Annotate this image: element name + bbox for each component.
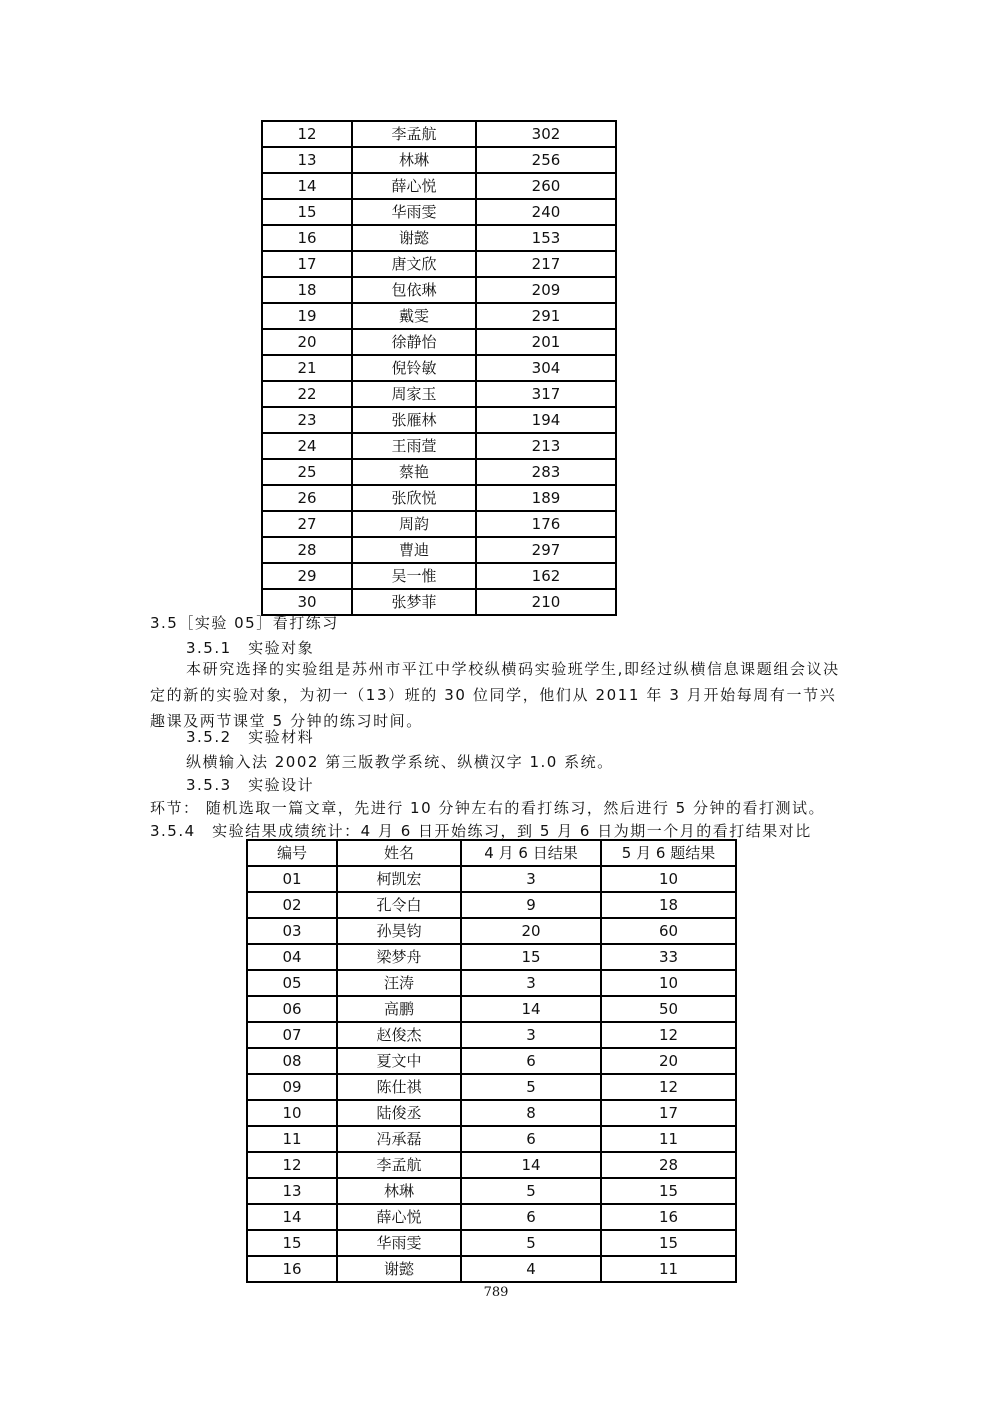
cell-name: 周韵 [352,511,476,537]
cell-id: 04 [247,944,337,970]
cell-name: 华雨雯 [352,199,476,225]
cell-score: 240 [476,199,616,225]
cell-score: 153 [476,225,616,251]
cell-name: 陆俊丞 [337,1100,461,1126]
cell-id: 09 [247,1074,337,1100]
cell-name: 张欣悦 [352,485,476,511]
cell-score: 260 [476,173,616,199]
cell-name: 华雨雯 [337,1230,461,1256]
cell-may6-result: 16 [601,1204,736,1230]
table-header-row [247,840,736,866]
cell-apr6-result: 6 [461,1048,601,1074]
cell-id: 19 [262,303,352,329]
cell-score: 210 [476,589,616,615]
cell-may6-result: 33 [601,944,736,970]
cell-score: 201 [476,329,616,355]
cell-id: 30 [262,589,352,615]
cell-id: 28 [262,537,352,563]
cell-id: 20 [262,329,352,355]
cell-may6-result: 12 [601,1022,736,1048]
cell-may6-result: 18 [601,892,736,918]
cell-id: 26 [262,485,352,511]
cell-name: 李孟航 [352,121,476,147]
cell-name: 柯凯宏 [337,866,461,892]
cell-id: 14 [247,1204,337,1230]
cell-name: 谢懿 [352,225,476,251]
table-row [247,1074,736,1100]
cell-score: 189 [476,485,616,511]
cell-apr6-result: 3 [461,970,601,996]
cell-score: 302 [476,121,616,147]
table-row [262,199,616,225]
table-row [262,121,616,147]
table-row [247,1126,736,1152]
table-row [247,1048,736,1074]
table-row [262,381,616,407]
table-row [247,892,736,918]
cell-apr6-result: 5 [461,1074,601,1100]
cell-id: 24 [262,433,352,459]
cell-apr6-result: 14 [461,1152,601,1178]
table-row [247,918,736,944]
cell-id: 15 [247,1230,337,1256]
cell-apr6-result: 20 [461,918,601,944]
cell-name: 林琳 [352,147,476,173]
table-row [262,173,616,199]
table-row [262,459,616,485]
cell-apr6-result: 5 [461,1230,601,1256]
cell-name: 薛心悦 [352,173,476,199]
cell-may6-result: 50 [601,996,736,1022]
cell-score: 256 [476,147,616,173]
cell-may6-result: 11 [601,1126,736,1152]
cell-name: 唐文欣 [352,251,476,277]
cell-name: 徐静怡 [352,329,476,355]
cell-score: 283 [476,459,616,485]
cell-name: 张梦菲 [352,589,476,615]
cell-id: 16 [247,1256,337,1282]
cell-score: 297 [476,537,616,563]
cell-id: 27 [262,511,352,537]
subsection-subjects: 3.5.1 实验对象 [186,639,315,657]
cell-id: 17 [262,251,352,277]
cell-apr6-result: 3 [461,1022,601,1048]
table-row [247,1256,736,1282]
cell-name: 夏文中 [337,1048,461,1074]
cell-score: 317 [476,381,616,407]
cell-name: 李孟航 [337,1152,461,1178]
table-row [262,225,616,251]
cell-score: 291 [476,303,616,329]
cell-id: 06 [247,996,337,1022]
table-row [262,485,616,511]
cell-id: 15 [262,199,352,225]
cell-score: 194 [476,407,616,433]
table-row [262,433,616,459]
cell-id: 10 [247,1100,337,1126]
cell-may6-result: 10 [601,866,736,892]
cell-name: 薛心悦 [337,1204,461,1230]
cell-may6-result: 60 [601,918,736,944]
cell-name: 陈仕祺 [337,1074,461,1100]
cell-id: 01 [247,866,337,892]
table-row [247,970,736,996]
table-row [262,563,616,589]
typing-comparison-table [246,839,737,1283]
cell-name: 赵俊杰 [337,1022,461,1048]
subsection-design: 3.5.3 实验设计 [186,776,315,794]
cell-id: 14 [262,173,352,199]
table-row [247,996,736,1022]
header-may6: 5 月 6 题结果 [601,840,736,866]
cell-name: 冯承磊 [337,1126,461,1152]
cell-name: 蔡艳 [352,459,476,485]
paragraph-materials: 纵横输入法 2002 第三版教学系统、纵横汉字 1.0 系统。 [186,753,614,771]
cell-name: 孙昊钧 [337,918,461,944]
cell-id: 05 [247,970,337,996]
cell-may6-result: 15 [601,1178,736,1204]
cell-may6-result: 28 [601,1152,736,1178]
cell-score: 213 [476,433,616,459]
table-row [262,355,616,381]
cell-apr6-result: 15 [461,944,601,970]
cell-apr6-result: 3 [461,866,601,892]
cell-apr6-result: 5 [461,1178,601,1204]
table-row [262,537,616,563]
cell-name: 林琳 [337,1178,461,1204]
cell-may6-result: 10 [601,970,736,996]
table-row [262,303,616,329]
cell-apr6-result: 4 [461,1256,601,1282]
cell-id: 12 [247,1152,337,1178]
cell-id: 23 [262,407,352,433]
cell-id: 16 [262,225,352,251]
cell-name: 张雁林 [352,407,476,433]
table-row [247,1230,736,1256]
cell-name: 王雨萱 [352,433,476,459]
cell-id: 13 [247,1178,337,1204]
cell-name: 吴一惟 [352,563,476,589]
table-row [262,329,616,355]
table-row [262,511,616,537]
cell-name: 周家玉 [352,381,476,407]
cell-id: 29 [262,563,352,589]
page-number: 789 [483,1285,509,1300]
cell-name: 梁梦舟 [337,944,461,970]
cell-id: 08 [247,1048,337,1074]
table-row [247,1152,736,1178]
cell-apr6-result: 6 [461,1204,601,1230]
cell-name: 倪铃敏 [352,355,476,381]
cell-id: 03 [247,918,337,944]
cell-id: 25 [262,459,352,485]
cell-may6-result: 12 [601,1074,736,1100]
cell-id: 11 [247,1126,337,1152]
table-row [247,944,736,970]
cell-id: 22 [262,381,352,407]
cell-may6-result: 15 [601,1230,736,1256]
cell-score: 217 [476,251,616,277]
cell-id: 07 [247,1022,337,1048]
cell-name: 曹迪 [352,537,476,563]
cell-name: 谢懿 [337,1256,461,1282]
table-row [247,1178,736,1204]
cell-id: 13 [262,147,352,173]
cell-id: 02 [247,892,337,918]
section-heading: 3.5［实验 05］看打练习 [150,614,339,632]
cell-may6-result: 17 [601,1100,736,1126]
cell-id: 12 [262,121,352,147]
header-id: 编号 [247,840,337,866]
table-row [262,147,616,173]
paragraph-design: 环节： 随机选取一篇文章，先进行 10 分钟左右的看打练习，然后进行 5 分钟的看打测试。 [150,799,825,817]
cell-name: 包依琳 [352,277,476,303]
cell-name: 孔令白 [337,892,461,918]
paragraph-subjects: 本研究选择的实验组是苏州市平江中学校纵横码实验班学生,即经过纵横信息课题组会议决定的新的实验对象，为初一（13）班的 30 位同学，他们从 2011 年 3 月开始每周有一节兴趣课及两节课堂 5 分钟的练习时间。 [150,660,840,730]
cell-score: 209 [476,277,616,303]
header-name: 姓名 [337,840,461,866]
table-row [247,866,736,892]
cell-name: 高鹏 [337,996,461,1022]
cell-score: 176 [476,511,616,537]
cell-apr6-result: 8 [461,1100,601,1126]
cell-may6-result: 11 [601,1256,736,1282]
cell-apr6-result: 14 [461,996,601,1022]
cell-apr6-result: 6 [461,1126,601,1152]
cell-id: 18 [262,277,352,303]
cell-may6-result: 20 [601,1048,736,1074]
cell-score: 162 [476,563,616,589]
subsection-materials: 3.5.2 实验材料 [186,728,315,746]
typing-scores-table-continued [261,120,617,616]
table-row [262,407,616,433]
table-row [262,251,616,277]
subsection-results: 3.5.4 实验结果成绩统计：4 月 6 日开始练习，到 5 月 6 日为期一个月的看打结果对比 [150,822,812,840]
cell-score: 304 [476,355,616,381]
cell-name: 汪涛 [337,970,461,996]
cell-id: 21 [262,355,352,381]
table-row [247,1100,736,1126]
table-row [262,277,616,303]
header-apr6: 4 月 6 日结果 [461,840,601,866]
table-row [247,1204,736,1230]
table-row [247,1022,736,1048]
cell-name: 戴雯 [352,303,476,329]
cell-apr6-result: 9 [461,892,601,918]
